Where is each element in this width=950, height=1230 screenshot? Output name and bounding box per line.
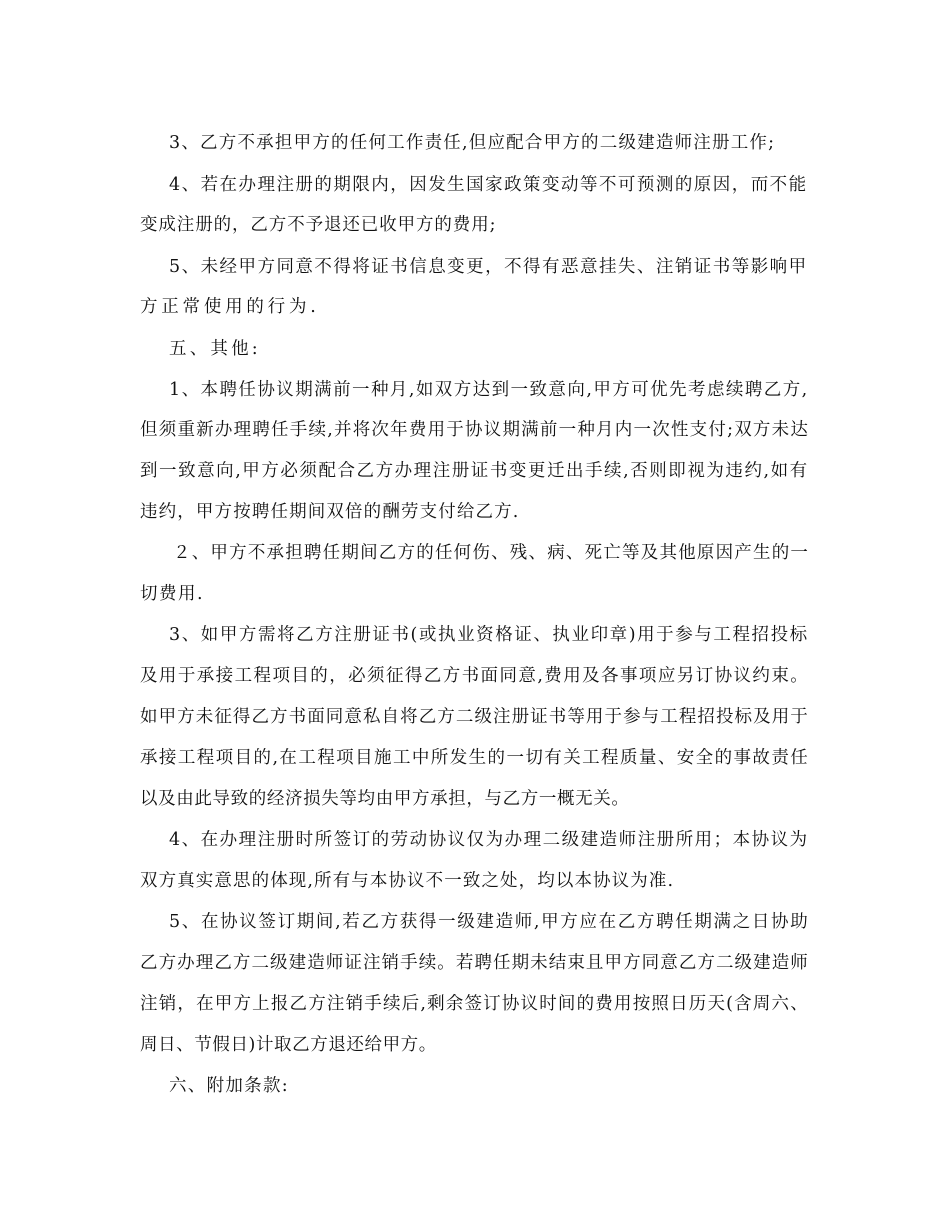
- paragraph-line: 1、本聘任协议期满前一种月,如双方达到一致意向,甲方可优先考虑续聘乙方,: [169, 380, 809, 400]
- section-heading: 六、附加条款:: [169, 1076, 289, 1096]
- paragraph-line: 双方真实意思的体现,所有与本协议不一致之处，均以本协议为准.: [140, 871, 675, 891]
- paragraph-line: 及用于承接工程项目的，必须征得乙方书面同意,费用及各事项应另订协议约束。: [140, 666, 810, 686]
- paragraph-line: 注销，在甲方上报乙方注销手续后,剩余签订协议时间的费用按照日历天(含周六、: [140, 994, 809, 1014]
- paragraph-line: 但须重新办理聘任手续,并将次年费用于协议期满前一种月内一次性支付;双方未达: [140, 420, 810, 440]
- paragraph-line: 到一致意向,甲方必须配合乙方办理注册证书变更迁出手续,否则即视为违约,如有: [140, 461, 809, 481]
- paragraph-line: 乙方办理乙方二级建造师证注销手续。若聘任期未结束且甲方同意乙方二级建造师: [140, 953, 809, 973]
- paragraph-line: 3、如甲方需将乙方注册证书(或执业资格证、执业印章)用于参与工程招投标: [169, 625, 809, 645]
- paragraph-line: 3、乙方不承担甲方的任何工作责任,但应配合甲方的二级建造师注册工作;: [169, 133, 776, 153]
- section-heading: 五、其他:: [169, 339, 261, 359]
- paragraph-line: 5、在协议签订期间,若乙方获得一级建造师,甲方应在乙方聘任期满之日协助: [169, 912, 810, 932]
- paragraph-line: 周日、节假日)计取乙方退还给甲方。: [140, 1035, 437, 1055]
- paragraph-line: 切费用.: [140, 584, 205, 604]
- paragraph-line: 承接工程项目的,在工程项目施工中所发生的一切有关工程质量、安全的事故责任: [140, 748, 810, 768]
- paragraph-line: 变成注册的，乙方不予退还已收甲方的费用;: [140, 215, 497, 235]
- paragraph-line: 4、若在办理注册的期限内，因发生国家政策变动等不可预测的原因，而不能: [169, 175, 808, 195]
- paragraph-line: ２、甲方不承担聘任期间乙方的任何伤、残、病、死亡等及其他原因产生的一: [173, 543, 810, 563]
- paragraph-line: 违约，甲方按聘任期间双倍的酬劳支付给乙方.: [140, 502, 520, 522]
- paragraph-line: 5、未经甲方同意不得将证书信息变更，不得有恶意挂失、注销证书等影响甲: [169, 257, 808, 277]
- paragraph-line: 以及由此导致的经济损失等均由甲方承担，与乙方一概无关。: [140, 789, 630, 809]
- paragraph-line: 方正常使用的行为.: [140, 297, 320, 317]
- paragraph-line: 如甲方未征得乙方书面同意私自将乙方二级注册证书等用于参与工程招投标及用于: [140, 707, 809, 727]
- paragraph-line: 4、在办理注册时所签订的劳动协议仅为办理二级建造师注册所用；本协议为: [169, 830, 809, 850]
